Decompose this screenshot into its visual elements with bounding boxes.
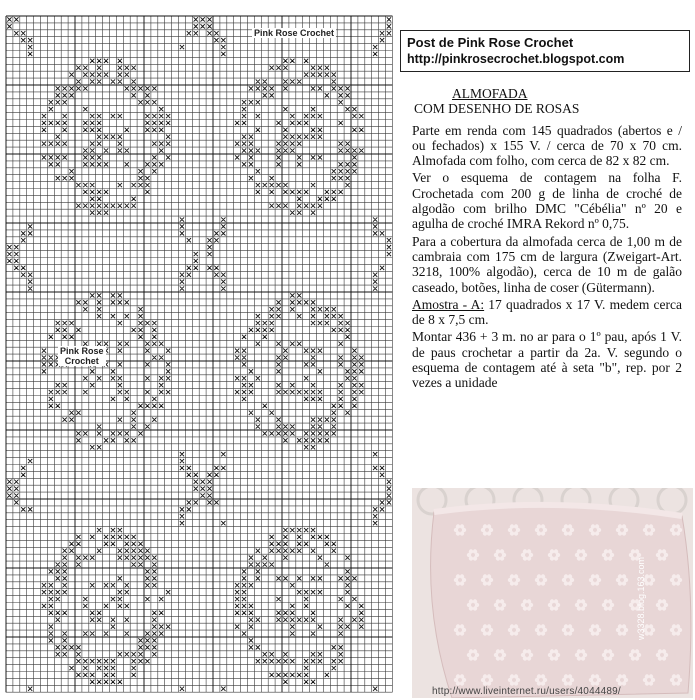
- source-box: [400, 30, 690, 72]
- page-title: ALMOFADA: [452, 86, 528, 101]
- source-title: Post de Pink Rose Crochet: [407, 35, 574, 50]
- paragraph-instructions: Montar 436 + 3 m. no ar para o 1º pau, após 1 V. de paus crochetar a partir da 2a. V. segundo o esquema de contagem até à seta "b", rep. por 2 vezes a unidade: [412, 329, 682, 391]
- paragraph-gauge: [412, 297, 682, 328]
- paragraph-cover: Para a cobertura da almofada cerca de 1,00 m de cambraia com 175 cm de largura (Zweigart-Art. 3218, 100% algodão), cerca de 10 m de galão caseado, botões, linha de coser (Gütermann).: [412, 233, 682, 295]
- footer-watermark: http://www.liveinternet.ru/users/4044489/: [432, 686, 621, 697]
- page-subtitle: COM DESENHO DE ROSAS: [414, 101, 580, 117]
- chart-watermark-top: Pink Rose Crochet: [254, 28, 335, 38]
- chart-watermark-left: [58, 346, 106, 366]
- chart-watermark-left-line1: Pink Rose: [60, 346, 104, 356]
- pillow-image: [412, 488, 693, 698]
- paragraph-materials: Ver o esquema de contagem na folha F. Crochetada com 200 g de linha de croché de algodão com brilho DMC "Cébélia" nº 20 e agulha de croché IMRA Rekord nº 0,75.: [412, 170, 682, 232]
- gauge-text: 17 quadrados x 17 V. medem cerca de 8 x 7,5 cm.: [412, 296, 682, 328]
- source-url[interactable]: http://pinkrosecrochet.blogspot.com: [407, 52, 625, 66]
- pillow-photo: [412, 488, 693, 698]
- chart-watermark-left-line2: Crochet: [64, 356, 99, 366]
- side-watermark: w3328.blog.163.com: [636, 556, 646, 640]
- gauge-label: Amostra - A:: [412, 296, 485, 312]
- pattern-description: [412, 86, 682, 393]
- paragraph-size: Parte em renda com 145 quadrados (abertos e / ou fechados) x 155 V. / cerca de 70 x 70 cm. Almofada com folho, com cerca de 82 x 82 cm.: [412, 122, 682, 169]
